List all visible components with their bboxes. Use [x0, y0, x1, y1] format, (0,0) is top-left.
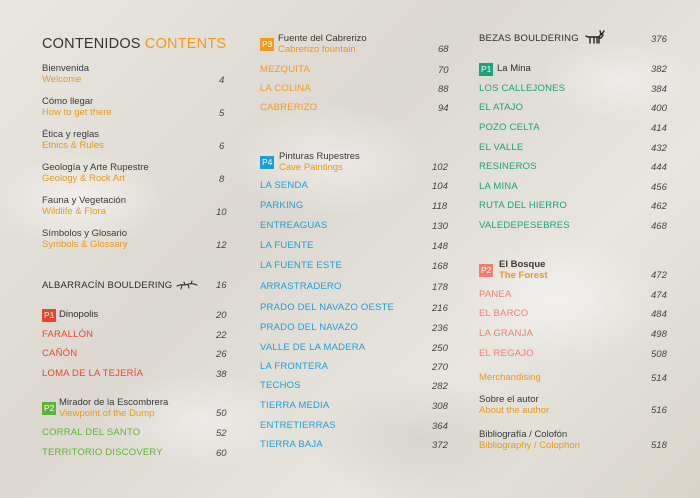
- page-number: 4: [219, 75, 225, 86]
- sector-dinopolis[interactable]: Dinopolis: [59, 309, 99, 320]
- page-number: 474: [651, 290, 667, 301]
- toc-entry-la-frontera[interactable]: LA FRONTERA: [260, 361, 329, 372]
- page-number: 16: [216, 280, 227, 291]
- sector-pinturas-rupestres[interactable]: [279, 151, 360, 173]
- entry-label-es: Cómo llegar: [42, 96, 94, 107]
- entry-label-es: El Bosque: [499, 259, 546, 270]
- toc-entry-ruta-hierro[interactable]: RUTA DEL HIERRO: [479, 200, 567, 211]
- entry-label-en: Bibliography / Colophon: [479, 440, 580, 451]
- entry-label-en: Ethics & Rules: [42, 140, 104, 151]
- toc-entry-entreaguas[interactable]: ENTREAGUAS: [260, 220, 328, 231]
- toc-entry-panea[interactable]: PANEA: [479, 289, 512, 300]
- toc-entry-entretierras[interactable]: ENTRETIERRAS: [260, 420, 336, 431]
- page-number: 372: [432, 440, 448, 451]
- page-number: 118: [432, 201, 448, 212]
- toc-entry-symbols[interactable]: [42, 228, 128, 250]
- page-number: 52: [216, 428, 227, 439]
- badge-p1: P1: [481, 64, 492, 74]
- badge-p4: P4: [262, 157, 273, 167]
- page-number: 22: [216, 330, 227, 341]
- page-number: 68: [438, 44, 449, 55]
- page-number: 6: [219, 141, 225, 152]
- entry-label-en: Welcome: [42, 74, 82, 85]
- page-number: 400: [651, 103, 667, 114]
- page-number: 10: [216, 207, 227, 218]
- toc-entry-valle-madera[interactable]: VALLE DE LA MADERA: [260, 342, 366, 353]
- page-number: 384: [651, 84, 667, 95]
- badge-p2: P2: [481, 265, 492, 275]
- toc-entry-la-colina[interactable]: LA COLINA: [260, 83, 311, 94]
- sector-mirador[interactable]: [59, 397, 168, 419]
- page-number: 102: [432, 162, 448, 173]
- page-number: 20: [216, 310, 227, 321]
- page-number: 130: [432, 221, 448, 232]
- entry-label-en: Viewpoint of the Dump: [59, 408, 155, 419]
- page-number: 516: [651, 405, 667, 416]
- toc-entry-farallon[interactable]: FARALLÓN: [42, 329, 94, 340]
- badge-p3: P3: [262, 39, 273, 49]
- page-number: 456: [651, 182, 667, 193]
- page-number: 216: [432, 303, 448, 314]
- page-number: 270: [432, 362, 448, 373]
- toc-entry-el-regajo[interactable]: EL REGAJO: [479, 348, 534, 359]
- entry-label-es: Geología y Arte Rupestre: [42, 162, 149, 173]
- entry-label-en: Cave Paintings: [279, 162, 343, 173]
- toc-entry-techos[interactable]: TECHOS: [260, 380, 301, 391]
- page-number: 518: [651, 440, 667, 451]
- page-number: 236: [432, 323, 448, 334]
- page-number: 484: [651, 309, 667, 320]
- toc-entry-territorio-discovery[interactable]: TERRITORIO DISCOVERY: [42, 447, 163, 458]
- page-number: 250: [432, 343, 448, 354]
- page-number: 94: [438, 103, 449, 114]
- page-number: 282: [432, 381, 448, 392]
- lizard-icon: [176, 279, 198, 291]
- toc-entry-los-callejones[interactable]: LOS CALLEJONES: [479, 83, 566, 94]
- entry-label-es: Ética y reglas: [42, 129, 100, 140]
- page-number: 308: [432, 401, 448, 412]
- sector-la-mina[interactable]: La Mina: [497, 63, 531, 74]
- goat-icon: [585, 30, 605, 44]
- toc-entry-la-granja[interactable]: LA GRANJA: [479, 328, 534, 339]
- entry-label-en: How to get there: [42, 107, 112, 118]
- sector-el-bosque[interactable]: [499, 259, 548, 281]
- page-number: 468: [651, 221, 667, 232]
- toc-entry-el-barco[interactable]: EL BARCO: [479, 308, 529, 319]
- toc-entry-how-to-get-there[interactable]: [42, 96, 112, 118]
- page-number: 60: [216, 448, 227, 459]
- toc-entry-loma-tejeria[interactable]: LOMA DE LA TEJERÍA: [42, 368, 144, 379]
- page-number: 514: [651, 373, 667, 384]
- toc-entry-merchandising[interactable]: Merchandising: [479, 372, 541, 383]
- page-number: 472: [651, 270, 667, 281]
- entry-label-en: Geology & Rock Art: [42, 173, 125, 184]
- page-number: 376: [651, 34, 667, 45]
- page-number: 462: [651, 201, 667, 212]
- page-number: 26: [216, 349, 227, 360]
- toc-entry-prado-navazo[interactable]: PRADO DEL NAVAZO: [260, 322, 359, 333]
- sector-cabrerizo[interactable]: [278, 33, 367, 55]
- page-number: 5: [219, 108, 225, 119]
- entry-label-es: Mirador de la Escombrera: [59, 397, 169, 408]
- toc-entry-el-atajo[interactable]: EL ATAJO: [479, 102, 524, 113]
- toc-entry-bibliography[interactable]: [479, 429, 580, 451]
- entry-label-es: Sobre el autor: [479, 394, 539, 405]
- toc-entry-parking[interactable]: PARKING: [260, 200, 304, 211]
- page-number: 88: [438, 84, 449, 95]
- title-es: CONTENIDOS: [42, 36, 141, 52]
- page-number: 12: [216, 240, 227, 251]
- toc-entry-ethics[interactable]: [42, 129, 104, 151]
- page-number: 50: [216, 408, 227, 419]
- entry-label-es: Fauna y Vegetación: [42, 195, 126, 206]
- toc-entry-pozo-celta[interactable]: POZO CELTA: [479, 122, 540, 133]
- page-number: 508: [651, 349, 667, 360]
- section-albarracin[interactable]: ALBARRACÍN BOULDERING: [42, 280, 173, 291]
- page-number: 8: [219, 174, 225, 185]
- entry-label-en: Wildlife & Flora: [42, 206, 106, 217]
- entry-label-es: Fuente del Cabrerizo: [278, 33, 367, 44]
- toc-entry-canon[interactable]: CAÑÓN: [42, 348, 78, 359]
- toc-entry-resineros[interactable]: RESINEROS: [479, 161, 537, 172]
- toc-entry-la-fuente-este[interactable]: LA FUENTE ESTE: [260, 260, 342, 271]
- entry-label-en: About the author: [479, 405, 550, 416]
- entry-label-en: The Forest: [499, 270, 548, 281]
- title-en: CONTENTS: [144, 36, 227, 52]
- toc-entry-arrastradero[interactable]: ARRASTRADERO: [260, 281, 342, 292]
- badge-p2: P2: [44, 403, 55, 413]
- page-number: 178: [432, 282, 448, 293]
- page-number: 148: [432, 241, 448, 252]
- toc-entry-la-mina[interactable]: LA MINA: [479, 181, 518, 192]
- entry-label-es: Bibliografía / Colofón: [479, 429, 568, 440]
- page-number: 104: [432, 181, 448, 192]
- toc-entry-corral-santo[interactable]: CORRAL DEL SANTO: [42, 427, 141, 438]
- toc-entry-la-senda[interactable]: LA SENDA: [260, 180, 309, 191]
- entry-label-en: Symbols & Glossary: [42, 239, 128, 250]
- page-number: 364: [432, 421, 448, 432]
- entry-label-es: Bienvenida: [42, 63, 90, 74]
- toc-entry-wildlife[interactable]: [42, 195, 126, 217]
- entry-label-es: Símbolos y Glosario: [42, 228, 128, 239]
- toc-entry-about-author[interactable]: [479, 394, 549, 416]
- toc-entry-prado-navazo-oeste[interactable]: PRADO DEL NAVAZO OESTE: [260, 302, 395, 313]
- section-bezas[interactable]: BEZAS BOULDERING: [479, 33, 579, 44]
- badge-p1: P1: [44, 310, 55, 320]
- page-number: 382: [651, 64, 667, 75]
- page-number: 444: [651, 162, 667, 173]
- page-number: 168: [432, 261, 448, 272]
- toc-entry-cabrerizo[interactable]: CABRERIZO: [260, 102, 318, 113]
- page-number: 414: [651, 123, 667, 134]
- page-number: 432: [651, 143, 667, 154]
- toc-entry-tierra-media[interactable]: TIERRA MEDIA: [260, 400, 330, 411]
- page-number: 70: [438, 65, 449, 76]
- toc-entry-valedepesebres[interactable]: VALEDEPESEBRES: [479, 220, 570, 231]
- page-number: 38: [216, 369, 227, 380]
- toc-entry-el-valle[interactable]: EL VALLE: [479, 142, 524, 153]
- toc-entry-geology[interactable]: [42, 162, 149, 184]
- entry-label-es: Pinturas Rupestres: [279, 151, 360, 162]
- toc-entry-mezquita[interactable]: MEZQUITA: [260, 64, 310, 75]
- page-title: [42, 36, 226, 52]
- page-number: 498: [651, 329, 667, 340]
- toc-entry-la-fuente[interactable]: LA FUENTE: [260, 240, 314, 251]
- entry-label-en: Cabrerizo fountain: [278, 44, 356, 55]
- toc-entry-tierra-baja[interactable]: TIERRA BAJA: [260, 439, 323, 450]
- toc-entry-welcome[interactable]: [42, 63, 89, 85]
